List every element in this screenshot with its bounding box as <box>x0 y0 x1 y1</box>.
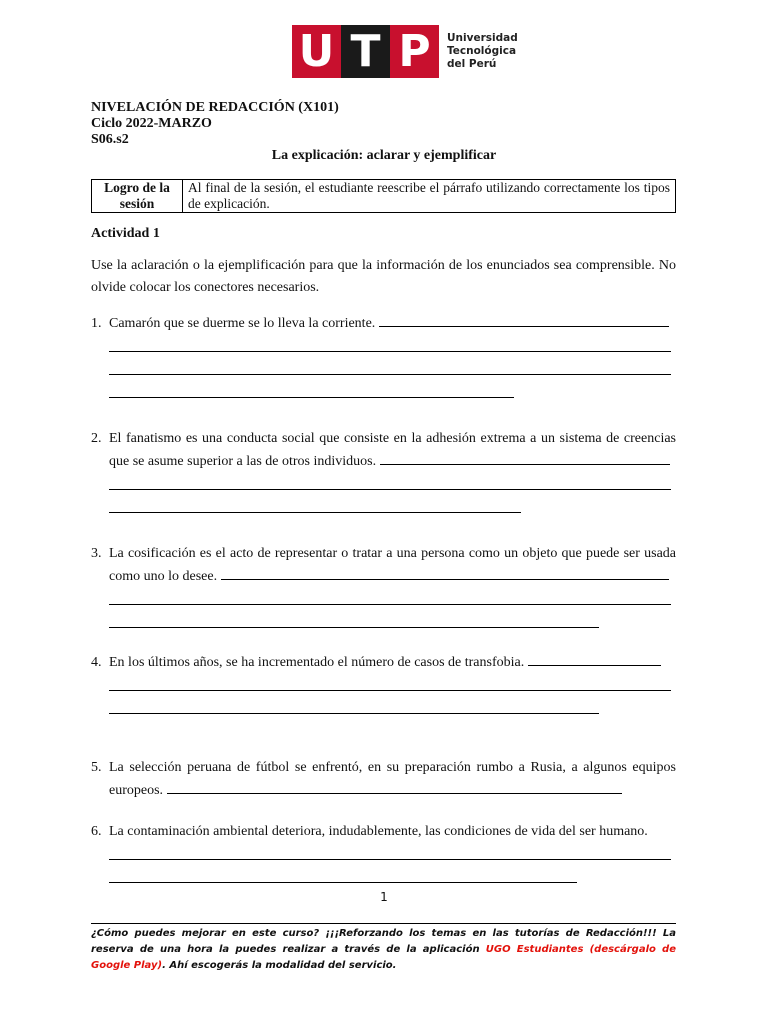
item-text: La selección peruana de fútbol se enfrentó, en su preparación rumbo a Rusia, a algunos equipos europeos. <box>109 760 676 798</box>
course-name: NIVELACIÓN DE REDACCIÓN (X101) <box>91 100 339 115</box>
page-number: 1 <box>380 890 388 904</box>
item-number: 6. <box>91 824 102 839</box>
answer-line-row[interactable] <box>91 843 676 866</box>
item-text: En los últimos años, se ha incrementado el número de casos de transfobia. <box>109 655 525 670</box>
session-goal-table <box>91 179 676 213</box>
answer-line-row[interactable] <box>91 358 676 381</box>
exercise-item <box>91 756 676 802</box>
answer-line-row[interactable] <box>91 496 676 519</box>
answer-line[interactable] <box>221 567 669 580</box>
answer-line[interactable] <box>379 314 669 327</box>
session-goal-text: Al final de la sesión, el estudiante reescribe el párrafo utilizando correctamente los tipos de explicación. <box>183 180 676 213</box>
exercise-item <box>91 820 676 889</box>
answer-line[interactable] <box>167 781 622 794</box>
answer-line-row[interactable] <box>91 588 676 611</box>
item-number: 4. <box>91 655 102 670</box>
session-goal-label: Logro de la sesión <box>92 180 183 213</box>
exercise-item <box>91 312 676 404</box>
page-title: La explicación: aclarar y ejemplificar <box>271 148 497 163</box>
logo-letter-p: P <box>390 25 439 78</box>
item-text: Camarón que se duerme se lo lleva la corriente. <box>109 316 376 331</box>
utp-logo <box>292 25 518 78</box>
cycle: Ciclo 2022-MARZO <box>91 116 212 131</box>
logo-letter-t: T <box>341 25 390 78</box>
answer-line-row[interactable] <box>91 473 676 496</box>
item-text: El fanatismo es una conducta social que consiste en la adhesión extrema a un sistema de creencias que se asume superior a las de otros individuos. <box>109 431 676 469</box>
answer-line-row[interactable] <box>91 674 676 697</box>
logo-name-line: Tecnológica <box>447 45 517 57</box>
item-number: 1. <box>91 316 102 331</box>
logo-university-name <box>447 32 518 71</box>
session-code: S06.s2 <box>91 132 129 147</box>
footer-text: . Ahí escogerás la modalidad del servicio. <box>162 960 397 971</box>
item-text: La contaminación ambiental deteriora, indudablemente, las condiciones de vida del ser humano. <box>109 824 648 839</box>
exercise-item <box>91 542 676 634</box>
answer-line-row[interactable] <box>91 866 676 889</box>
activity-instructions: Use la aclaración o la ejemplificación para que la información de los enunciados sea comprensible. No olvide colocar los conectores necesarios. <box>91 258 676 295</box>
item-number: 5. <box>91 760 102 775</box>
answer-line-row[interactable] <box>91 381 676 404</box>
logo-name-line: del Perú <box>447 58 497 70</box>
footer-note <box>91 923 676 974</box>
footer-text: ¿Cómo puedes mejorar en este curso? ¡¡¡Reforzando los temas en las tutorías de Redacción!!! La reserva de una hora la puedes realizar a través de la aplicación <box>91 928 676 955</box>
footer-app-link[interactable]: UGO Estudiantes (descárgalo de Google Play) <box>91 944 676 971</box>
exercise-item <box>91 427 676 519</box>
activity-title: Actividad 1 <box>91 226 160 241</box>
exercise-item <box>91 651 676 720</box>
answer-line[interactable] <box>380 452 670 465</box>
logo-letters <box>292 25 439 78</box>
answer-line-row[interactable] <box>91 335 676 358</box>
answer-line-row[interactable] <box>91 611 676 634</box>
logo-letter-u: U <box>292 25 341 78</box>
item-number: 2. <box>91 431 102 446</box>
item-text: La cosificación es el acto de representar o tratar a una persona como un objeto que puede ser usada como uno lo desee. <box>109 546 676 584</box>
logo-name-line: Universidad <box>447 32 518 44</box>
answer-line-row[interactable] <box>91 697 676 720</box>
item-number: 3. <box>91 546 102 561</box>
answer-line[interactable] <box>528 653 661 666</box>
